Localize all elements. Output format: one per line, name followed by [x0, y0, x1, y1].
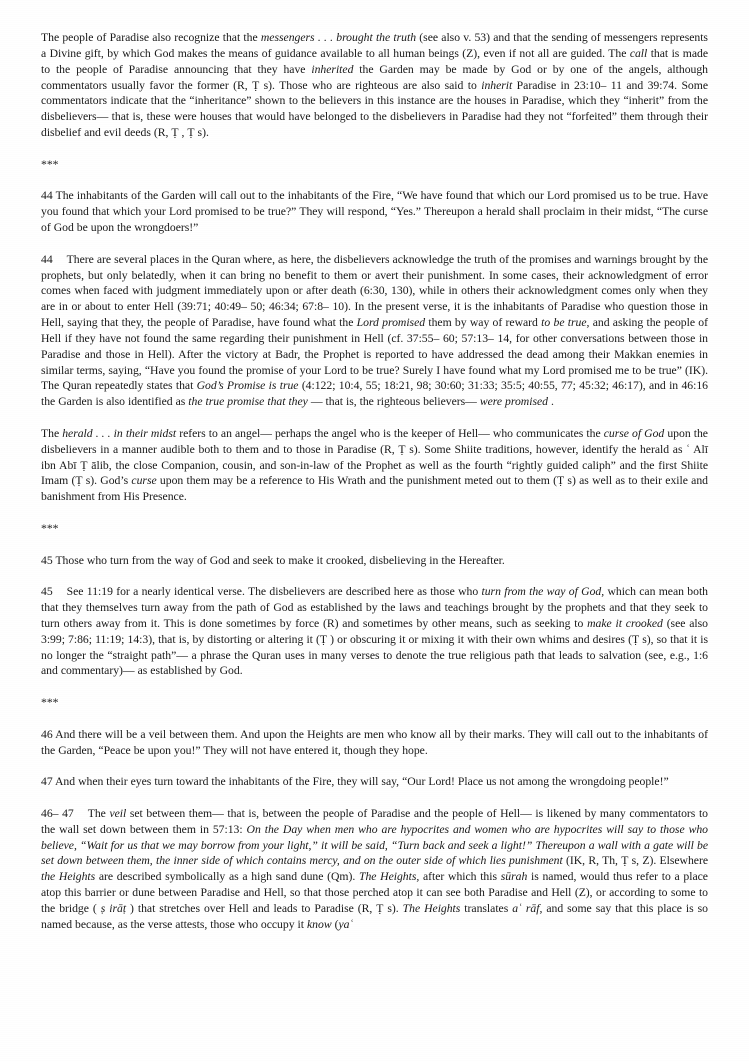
italic-run: know — [307, 917, 332, 931]
block-spacer — [41, 933, 708, 949]
text-run: ) that stretches over Hell and leads to Paradise (R, Ṭ s). — [126, 901, 403, 915]
text-run: The people of Paradise also recognize that the — [41, 31, 261, 44]
text-run: 45 Those who turn from the way of God and seek to make it crooked, disbelieving in the Hereafter. — [41, 553, 505, 567]
verse-47 — [41, 774, 708, 790]
section-separator-3: *** — [41, 696, 59, 710]
italic-run: sūrah — [500, 870, 528, 884]
italic-run: God’s Promise is true — [196, 379, 299, 393]
italic-run: herald . . . in their midst — [62, 426, 177, 440]
text-run: them by way of reward — [425, 316, 542, 330]
text-run: that is made to the people of Paradise announcing that they have — [41, 46, 709, 76]
commentary-44 — [41, 252, 708, 410]
block-spacer — [41, 679, 708, 695]
section-separator-1: *** — [41, 157, 59, 171]
block-spacer — [41, 141, 708, 157]
block-spacer — [41, 537, 708, 553]
text-run: (4:122; 10:4, 55; 18:21, 98; 30:60; 31:33; 35:5; 40:55, 77; 45:32; 46:17), and in 46:16 the Garden is also identified as — [41, 379, 708, 409]
block-spacer — [41, 568, 708, 584]
text-run: translates — [460, 901, 513, 915]
text-run: — that is, the righteous believers— — [307, 395, 480, 409]
verse-46 — [41, 727, 708, 759]
commentary-herald — [41, 426, 708, 505]
italic-run: inherited — [311, 62, 354, 76]
italic-run: the true promise that they — [188, 395, 308, 409]
text-run: Paradise in 23:10– 11 and 39:74. Some commentators indicate that the “inheritance” shown to the believers in this instance are the houses in Paradise, which they “inherit” from the disbelievers— that is, these were houses that would have belonged to the disbelievers in Paradise had they not “forfeited” them through their disbelief and evil deeds (R, Ṭ , Ṭ s). — [41, 78, 708, 140]
italic-run: inherit — [481, 78, 513, 92]
block-spacer — [41, 758, 708, 774]
italic-run: curse — [131, 474, 157, 488]
text-run: set between them— that is, between the people of Paradise and the people of Hell— is likened by many commentators to the wall set down between them in 57:13: — [41, 806, 708, 836]
text-run: (see also v. 53) and that the sending of messengers represents a Divine gift, by which God makes the means of guidance available to all human beings (Z), even if not all are guided. The — [41, 31, 708, 60]
commentary-verse-number: 44 — [41, 252, 53, 266]
italic-run: aʿ rāf, — [512, 901, 543, 915]
italic-run: messengers . . . brought the truth — [260, 31, 417, 44]
text-run: There are several places in the Quran where, as here, the disbelievers acknowledge the truth of the promises and warnings brought by the prophets, but only belatedly, when it can bring no benefit to them or avert their punishment. In some cases, their acknowledgment of error comes when faced with judgment immediately upon or after death (6:30, 130), while in others their acknowledgment comes only when they are in or about to enter Hell (39:71; 40:49– 50; 46:34; 67:8– 10). In the present verse, it is the inhabitants of Paradise who question those in Hell, saying that they, the people of Paradise, have found what the — [41, 252, 708, 330]
text-run: and asking the people of Hell if they have not found the same regarding their punishment in Hell (cf. 37:55– 60; 57:13– 14, for other conversations between those in Paradise and those in Hell). After the victory at Badr, the Prophet is reported to have addressed the dead among their Makkan enemies in similar terms, saying, “Have you found the promise of your Lord to be true? Surely I have found what my Lord promised me to be true” (IK). The Quran repeatedly states that — [41, 316, 708, 393]
commentary-45 — [41, 584, 708, 679]
block-spacer — [41, 236, 708, 252]
italic-run: ṣ irāṭ — [100, 901, 127, 915]
text-run: See 11:19 for a nearly identical verse. The disbelievers are described here as those who — [66, 585, 482, 599]
commentary-verse-number: 45 — [41, 585, 53, 599]
verse-45 — [41, 553, 708, 569]
text-run: after which this — [419, 870, 501, 884]
text-run: 44 The inhabitants of the Garden will call out to the inhabitants of the Fire, “We have found that which our Lord promised us to be true. Have you found that which your Lord promised to be true?” They will respond, “Yes.” Thereupon a herald shall proclaim in their midst, “The curse of God be upon the wrongdoers!” — [41, 189, 708, 235]
text-run: (IK, R, Th, Ṭ s, Z). Elsewhere — [562, 854, 709, 868]
italic-run: On the Day when men who are hypocrites and women who are hypocrites will say to those who believe, “Wait for us that we may borrow from your light,” it will be said, “Turn back and seek a light!” Thereupon a wall with a gate will be set down between them, the inner side of which contains mercy, and on the outer side of which lies punishment — [41, 822, 708, 868]
italic-run: Lord promised — [356, 316, 426, 330]
text-run: are described symbolically as a high sand dune (Qm). — [95, 870, 359, 884]
text-run: 47 And when their eyes turn toward the inhabitants of the Fire, they will say, “Our Lord! Place us not among the wrongdoing people!” — [41, 775, 669, 789]
text-run: (see also 3:99; 7:86; 11:19; 14:3), that is, by distorting or altering it (Ṭ ) or obscuring it or mixing it with their own whims and desires (Ṭ s), so that it is no longer the “straight path”— a phrase the Quran uses in many verses to denote the true religious path that leads to salvation (see, e.g., 1:6 and commentary)— as established by God. — [41, 616, 708, 678]
text-run: refers to an angel— perhaps the angel who is the keeper of Hell— who communicates the — [176, 426, 604, 440]
text-run: upon the disbelievers in a manner audible both to them and to those in Paradise (R, Ṭ s). Some Shiite traditions, however, identify the herald as ʿ Alī ibn Abī Ṭ ālib, the close Companion, cousin, and son-in-law of the Prophet as well as the fourth “rightly guided caliph” and the first Shiite Imam (Ṭ s). God’s — [41, 426, 708, 488]
text-run: The — [87, 806, 110, 820]
text-run: . — [547, 395, 554, 409]
section-separator-2: *** — [41, 521, 59, 535]
italic-run: veil — [109, 806, 127, 820]
block-spacer — [41, 505, 708, 521]
text-run: which can mean both that they themselves turn away from the path of God as established by the laws and teachings brought by the prophets and that they seek to turn others away from it. This is done sometimes by force (R) and sometimes by other means, such as seeking to — [41, 585, 708, 630]
text-run: is named, would thus refer to a place atop this barrier or dune between Paradise and Hell, so that those perched atop it can see both Paradise and Hell (Z), or according to some to the bridge ( — [41, 870, 708, 915]
text-run: and some say that this place is so named because, as the verse attests, those who occupy it — [41, 901, 708, 931]
italic-run: make it crooked — [587, 616, 663, 630]
italic-run: were promised — [479, 395, 548, 409]
italic-run: call — [629, 46, 648, 60]
block-spacer — [41, 173, 708, 189]
block-spacer — [41, 790, 708, 806]
italic-run: yaʿ — [338, 917, 354, 931]
italic-run: to be true, — [541, 316, 590, 330]
italic-run: the Heights — [41, 870, 96, 884]
italic-run: The Heights, — [358, 870, 420, 884]
paragraph-messengers-brought-the-truth — [41, 30, 708, 141]
text-column — [41, 30, 708, 948]
text-run: upon them may be a reference to His Wrath and the punishment meted out to them (Ṭ s) as well as to their exile and banishment from His Presence. — [41, 474, 708, 504]
text-run: 46 And there will be a veil between them. And upon the Heights are men who know all by their marks. They will call out to the inhabitants of the Garden, “Peace be upon you!” They will not have entered it, though they hope. — [41, 727, 708, 757]
italic-run: turn from the way of God, — [481, 585, 605, 599]
text-run: the Garden may be made by God or by one of the angels, although commentators usually favor the former (R, Ṭ s). Those who are righteous are also said to — [41, 62, 708, 92]
text-run: The — [41, 426, 63, 440]
italic-run: curse of God — [603, 426, 665, 440]
commentary-46-47 — [41, 806, 708, 933]
italic-run: The Heights — [402, 901, 461, 915]
block-spacer — [41, 410, 708, 426]
commentary-verse-number: 46– 47 — [41, 806, 74, 820]
block-spacer — [41, 711, 708, 727]
text-run: ( — [331, 917, 339, 931]
verse-44 — [41, 188, 708, 236]
